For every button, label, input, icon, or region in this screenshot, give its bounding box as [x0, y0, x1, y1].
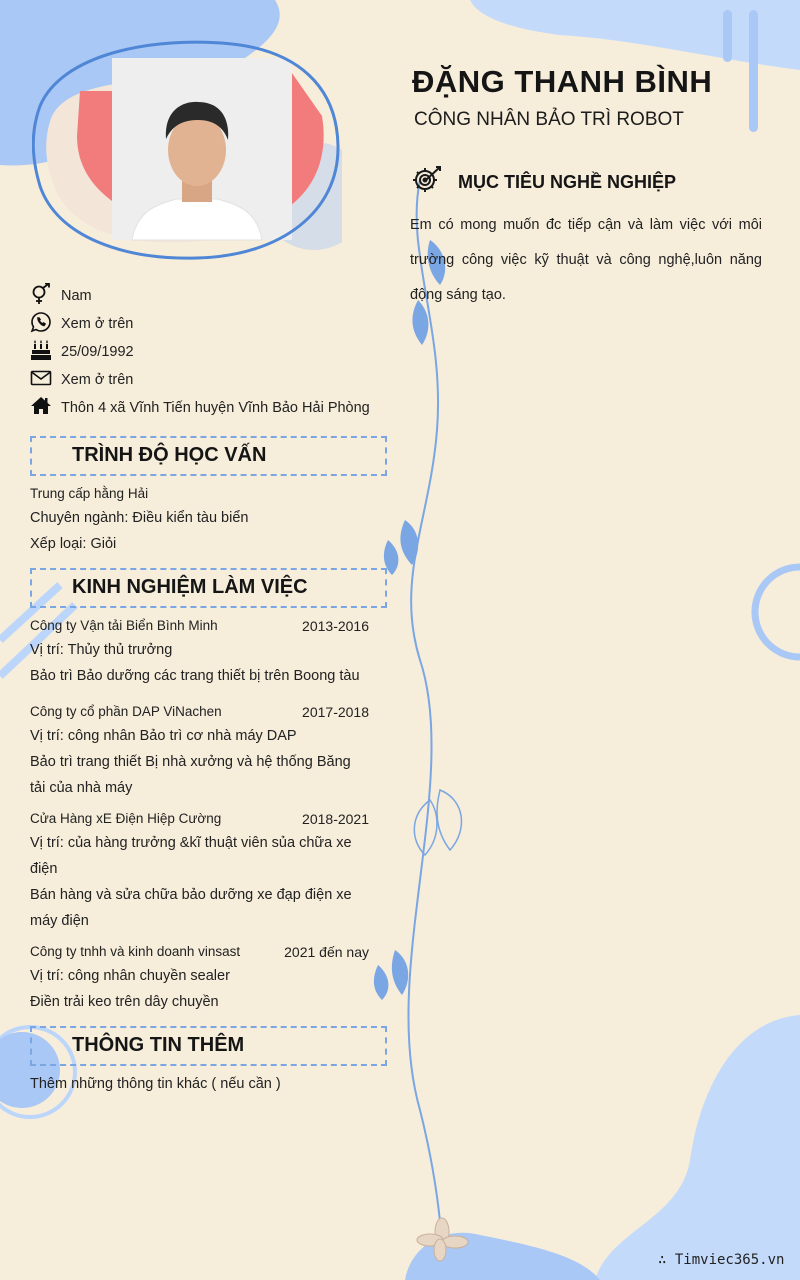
objective-title: MỤC TIÊU NGHỀ NGHIỆP [458, 172, 677, 192]
candidate-name: ĐẶNG THANH BÌNH [412, 64, 713, 99]
gender-icon [30, 283, 52, 305]
contact-list [30, 283, 400, 423]
job-position: Vị trí: công nhân chuyền sealer [30, 968, 230, 984]
education-grade: Xếp loại: Giỏi [30, 536, 117, 552]
job-company: Công ty Vận tải Biển Bình Minh [30, 618, 218, 633]
education-title: TRÌNH ĐỘ HỌC VẤN [72, 444, 267, 466]
profile-photo [32, 36, 342, 261]
contact-address [30, 395, 400, 423]
job-description: Bán hàng và sửa chữa bảo dưỡng xe đạp điện xe [30, 887, 352, 903]
contact-email-text: Xem ở trên [61, 372, 134, 388]
contact-gender [30, 283, 400, 311]
job-description-cont: tải của nhà máy [30, 780, 133, 796]
objective-text: Em có mong muốn đc tiếp cận và làm việc với môi trường công việc kỹ thuật và công nghệ,luôn năng động sáng tạo. [410, 217, 762, 303]
contact-birthday [30, 339, 400, 367]
job-years: 2017-2018 [302, 704, 369, 720]
extra-title: THÔNG TIN THÊM [72, 1034, 245, 1056]
job-years: 2021 đến nay [284, 944, 369, 960]
extra-text: Thêm những thông tin khác ( nếu cần ) [30, 1076, 281, 1092]
job-position: Vị trí: công nhân Bảo trì cơ nhà máy DAP [30, 728, 297, 744]
education-school: Trung cấp hằng Hải [30, 486, 149, 501]
phone-icon [30, 311, 52, 333]
job-company: Công ty cổ phần DAP ViNachen [30, 704, 222, 719]
birthday-cake-icon [30, 339, 52, 361]
job-title: CÔNG NHÂN BẢO TRÌ ROBOT [414, 109, 684, 130]
contact-birthday-text: 25/09/1992 [61, 344, 134, 360]
contact-phone [30, 311, 400, 339]
job-years: 2013-2016 [302, 618, 369, 634]
contact-address-text: Thôn 4 xã Vĩnh Tiến huyện Vĩnh Bảo Hải Phòng [61, 400, 370, 416]
mail-icon [30, 367, 52, 389]
extra-section-header [30, 1026, 387, 1066]
job-description: Điền trải keo trên dây chuyền [30, 994, 219, 1010]
job-description-cont: máy điện [30, 913, 89, 929]
job-description: Bảo trì trang thiết Bị nhà xưởng và hệ thống Băng [30, 754, 351, 770]
contact-gender-text: Nam [61, 288, 92, 304]
education-major: Chuyên ngành: Điều kiển tàu biển [30, 510, 249, 526]
job-position: Vị trí: Thủy thủ trưởng [30, 642, 173, 658]
experience-title: KINH NGHIỆM LÀM VIỆC [72, 576, 308, 598]
brand-watermark: ∴ Timviec365.vn [658, 1252, 785, 1268]
contact-email [30, 367, 400, 395]
job-description: Bảo trì Bảo dưỡng các trang thiết bị trên Boong tàu [30, 668, 360, 684]
job-company: Cửa Hàng xE Điện Hiệp Cường [30, 811, 222, 826]
contact-phone-text: Xem ở trên [61, 316, 134, 332]
gears-target-icon [411, 164, 443, 196]
job-position: Vị trí: của hàng trưởng &kĩ thuật viên sủa chữa xe [30, 835, 352, 851]
experience-section-header [30, 568, 387, 608]
home-icon [30, 395, 52, 417]
job-years: 2018-2021 [302, 811, 369, 827]
job-company: Công ty tnhh và kinh doanh vinsast [30, 944, 241, 959]
education-section-header [30, 436, 387, 476]
job-position-cont: điện [30, 861, 58, 877]
